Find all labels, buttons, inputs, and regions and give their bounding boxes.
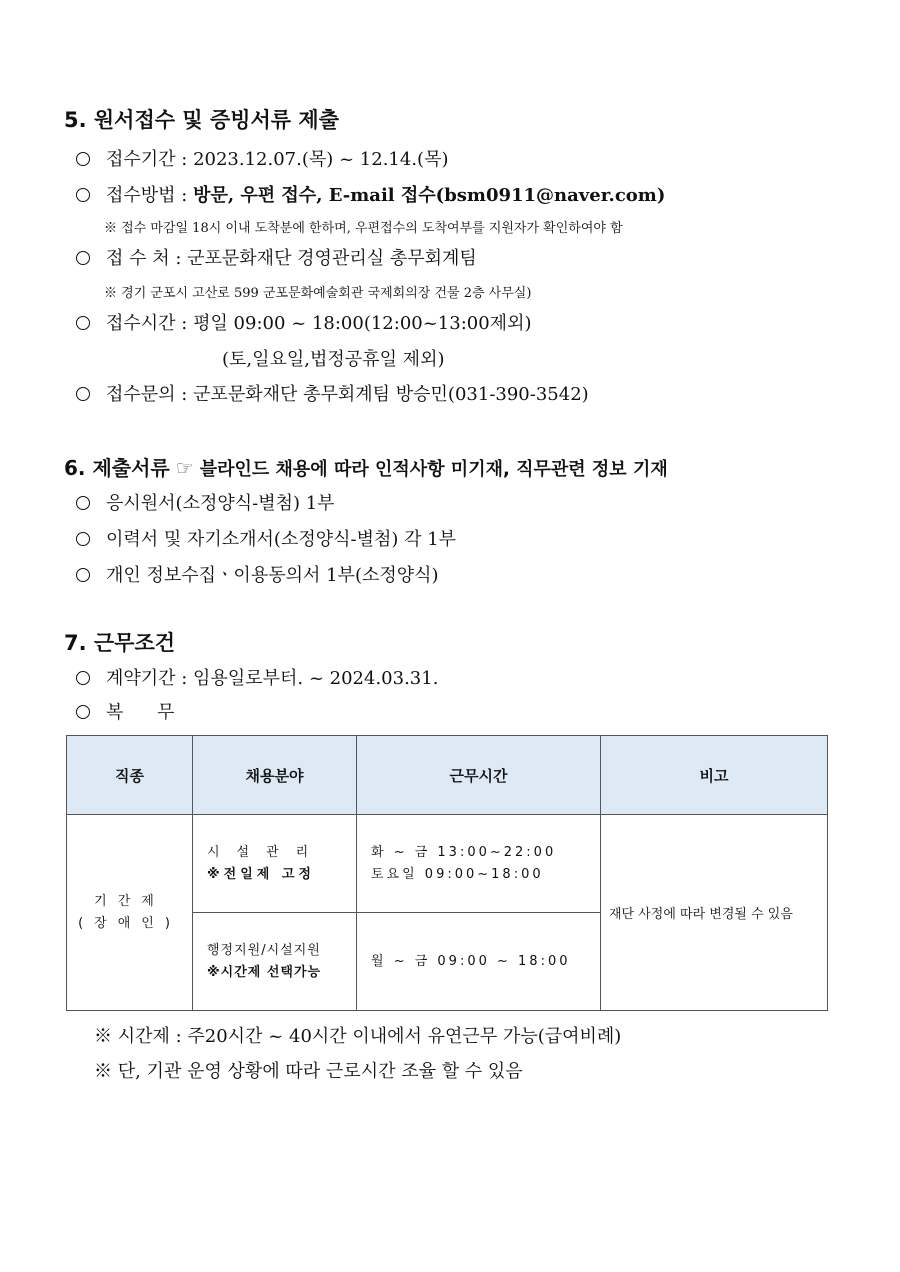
work-hours-line1: 화 ~ 금 13:00~22:00 [371, 844, 557, 860]
table-header-row [67, 736, 828, 815]
header-job-type: 직종 [67, 736, 193, 815]
header-field: 채용분야 [193, 736, 357, 815]
circle-bullet-icon [76, 671, 90, 685]
receipt-place [76, 244, 477, 270]
header-work-hours: 근무시간 [357, 736, 601, 815]
field-note: ※시간제 선택가능 [207, 964, 322, 980]
document-item-label: 응시원서(소정양식-별첨) 1부 [106, 493, 335, 514]
receipt-time-label: 접수시간 : [106, 313, 194, 334]
circle-bullet-icon [76, 532, 90, 546]
receipt-method-value: 방문, 우편 접수, E-mail 접수(bsm0911@naver.com) [193, 185, 666, 206]
section-6-note: 블라인드 채용에 따라 인적사항 미기재, 직무관련 정보 기재 [199, 459, 668, 480]
document-item-label: 개인 정보수집ㆍ이용동의서 1부(소정양식) [106, 565, 439, 586]
circle-bullet-icon [76, 496, 90, 510]
contract-period-text: 계약기간 : 임용일로부터. ~ 2024.03.31. [106, 668, 439, 689]
field-name: 시설관리 [207, 844, 326, 860]
section-6-heading [64, 452, 668, 481]
receipt-time-sub: (토,일요일,법정공휴일 제외) [222, 349, 445, 370]
circle-bullet-icon [76, 316, 90, 330]
header-remarks: 비고 [601, 736, 828, 815]
work-hours-line: 월 ~ 금 09:00 ~ 18:00 [371, 953, 571, 969]
receipt-place-note: ※ 경기 군포시 고산로 599 군포문화예술회관 국제회의장 건물 2층 사무실) [104, 286, 532, 301]
receipt-inquiry-label: 접수문의 : [106, 384, 194, 405]
job-type-line1: 기간제 [94, 893, 165, 909]
document-item [76, 561, 439, 587]
field-note: ※전일제 고정 [207, 866, 315, 882]
document-item [76, 489, 335, 515]
job-type-line2: (장애인) [78, 915, 181, 931]
document-item-label: 이력서 및 자기소개서(소정양식-별첨) 각 1부 [106, 529, 457, 550]
adjustment-note: ※ 단, 기관 운영 상황에 따라 근로시간 조율 할 수 있음 [94, 1061, 523, 1082]
receipt-method [76, 181, 665, 207]
field-name: 행정지원/시설지원 [207, 942, 321, 958]
section-6-title: 6. 제출서류 [64, 456, 170, 480]
receipt-time [76, 309, 531, 335]
pointing-hand-icon: ☞ [175, 456, 194, 480]
field-cell [193, 815, 357, 913]
section-7-title: 7. 근무조건 [64, 631, 176, 655]
receipt-place-label: 접 수 처 : [106, 248, 188, 269]
receipt-inquiry-value: 군포문화재단 총무회계팀 방승민(031-390-3542) [193, 384, 589, 405]
receipt-period [76, 145, 449, 171]
field-cell [193, 913, 357, 1011]
duty [76, 698, 189, 724]
receipt-time-value: 평일 09:00 ~ 18:00(12:00~13:00제외) [193, 313, 532, 334]
receipt-inquiry [76, 380, 589, 406]
contract-period [76, 664, 438, 690]
work-hours-cell [357, 913, 601, 1011]
part-time-note: ※ 시간제 : 주20시간 ~ 40시간 이내에서 유연근무 가능(급여비례) [94, 1026, 622, 1047]
duty-label: 복 무 [106, 702, 189, 723]
receipt-period-label: 접수기간 : [106, 149, 194, 170]
receipt-method-note: ※ 접수 마감일 18시 이내 도착분에 한하며, 우편접수의 도착여부를 지원자가 확인하여야 함 [104, 221, 623, 236]
circle-bullet-icon [76, 705, 90, 719]
circle-bullet-icon [76, 152, 90, 166]
remarks-cell: 재단 사정에 따라 변경될 수 있음 [601, 815, 828, 1011]
circle-bullet-icon [76, 387, 90, 401]
circle-bullet-icon [76, 188, 90, 202]
table-row [67, 815, 828, 913]
document-item [76, 525, 456, 551]
job-type-cell [67, 815, 193, 1011]
section-5-title: 5. 원서접수 및 증빙서류 제출 [64, 108, 339, 132]
circle-bullet-icon [76, 251, 90, 265]
receipt-method-label: 접수방법 : [106, 185, 194, 206]
receipt-period-value: 2023.12.07.(목) ~ 12.14.(목) [193, 149, 449, 170]
receipt-place-value: 군포문화재단 경영관리실 총무회계팀 [187, 248, 477, 269]
work-conditions-table [66, 735, 828, 1011]
circle-bullet-icon [76, 568, 90, 582]
work-hours-cell [357, 815, 601, 913]
work-hours-line2: 토요일 09:00~18:00 [371, 866, 544, 882]
